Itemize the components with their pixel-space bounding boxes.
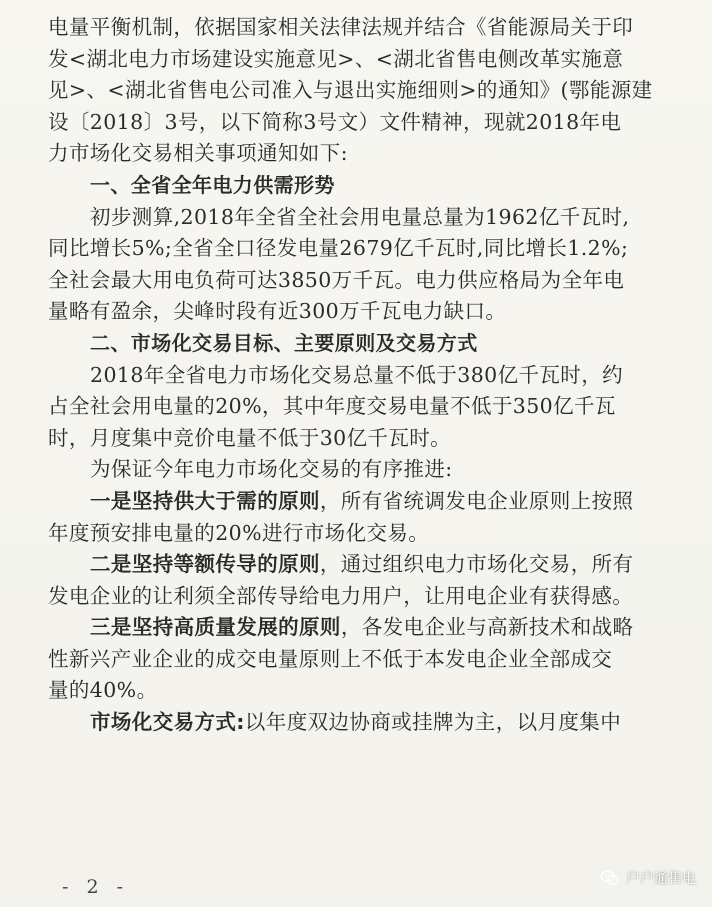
- text-segment: 同比增长5%;全省全口径发电量2679亿千瓦时,同比增长1.2%;: [48, 236, 629, 261]
- text-line: [48, 296, 688, 328]
- document-body: [48, 12, 688, 739]
- text-segment: 力市场化交易相关事项通知如下:: [48, 141, 348, 166]
- bold-phrase: 市场化交易方式:: [90, 710, 245, 735]
- text-segment: 以年度双边协商或挂牌为主，以月度集中: [244, 710, 622, 735]
- text-line: [48, 233, 688, 265]
- wechat-icon: [600, 868, 620, 888]
- text-segment: 性新兴产业企业的成交电量原则上不低于本发电企业全部成交: [48, 646, 613, 671]
- text-line: [48, 138, 688, 170]
- section-heading: [48, 170, 688, 202]
- text-line: [48, 549, 688, 581]
- bold-phrase: 一、全省全年电力供需形势: [90, 172, 335, 197]
- section-heading: [48, 328, 688, 360]
- text-line: [48, 486, 688, 518]
- text-segment: ，所有省统调发电企业原则上按照: [319, 488, 634, 513]
- text-segment: 设〔2018〕3号，以下简称3号文）文件精神，现就2018年电: [48, 109, 622, 134]
- text-line: [48, 612, 688, 644]
- text-segment: 发<湖北电力市场建设实施意见>、<湖北省售电侧改革实施意: [48, 46, 624, 71]
- text-line: [48, 202, 688, 234]
- text-line: [48, 581, 688, 613]
- bold-phrase: 三是坚持高质量发展的原则: [90, 615, 341, 640]
- bold-phrase: 二是坚持等额传导的原则: [90, 552, 320, 577]
- text-segment: 初步测算,2018年全省全社会用电量总量为1962亿千瓦时,: [90, 204, 630, 229]
- text-line: [48, 423, 688, 455]
- text-line: [48, 675, 688, 707]
- page-number: - 2 -: [62, 876, 130, 898]
- text-line: [48, 12, 688, 44]
- text-segment: 占全社会用电量的20%，其中年度交易电量不低于350亿千瓦: [48, 394, 616, 419]
- text-segment: 发电企业的让利须全部传导给电力用户，让用电企业有获得感。: [48, 583, 634, 608]
- text-line: [48, 707, 688, 739]
- text-line: [48, 391, 688, 423]
- text-line: [48, 644, 688, 676]
- text-segment: ，各发电企业与高新技术和战略: [340, 615, 634, 640]
- text-segment: 量略有盈余，尖峰时段有近300万千瓦电力缺口。: [48, 299, 507, 324]
- text-line: [48, 44, 688, 76]
- text-line: [48, 454, 688, 486]
- text-segment: 时，月度集中竞价电量不低于30亿千瓦时。: [48, 425, 452, 450]
- text-line: [48, 360, 688, 392]
- text-segment: ，通过组织电力市场化交易，所有: [319, 552, 634, 577]
- text-segment: 量的40%。: [48, 678, 158, 703]
- text-line: [48, 107, 688, 139]
- text-line: [48, 518, 688, 550]
- text-segment: 2018年全省电力市场化交易总量不低于380亿千瓦时，约: [90, 362, 623, 387]
- text-segment: 年度预安排电量的20%进行市场化交易。: [48, 520, 430, 545]
- text-segment: 全社会最大用电负荷可达3850万千瓦。电力供应格局为全年电: [48, 267, 625, 292]
- text-line: [48, 75, 688, 107]
- text-segment: 电量平衡机制，依据国家相关法律法规并结合《省能源局关于印: [48, 15, 634, 39]
- bold-phrase: 一是坚持供大于需的原则: [90, 488, 320, 513]
- source-watermark: [600, 868, 696, 888]
- text-segment: 见>、<湖北省售电公司准入与退出实施细则>的通知》(鄂能源建: [48, 78, 653, 103]
- watermark-text: 户户通售电: [626, 871, 696, 887]
- text-line: [48, 265, 688, 297]
- text-segment: 为保证今年电力市场化交易的有序推进:: [90, 457, 453, 482]
- bold-phrase: 二、市场化交易目标、主要原则及交易方式: [90, 330, 478, 355]
